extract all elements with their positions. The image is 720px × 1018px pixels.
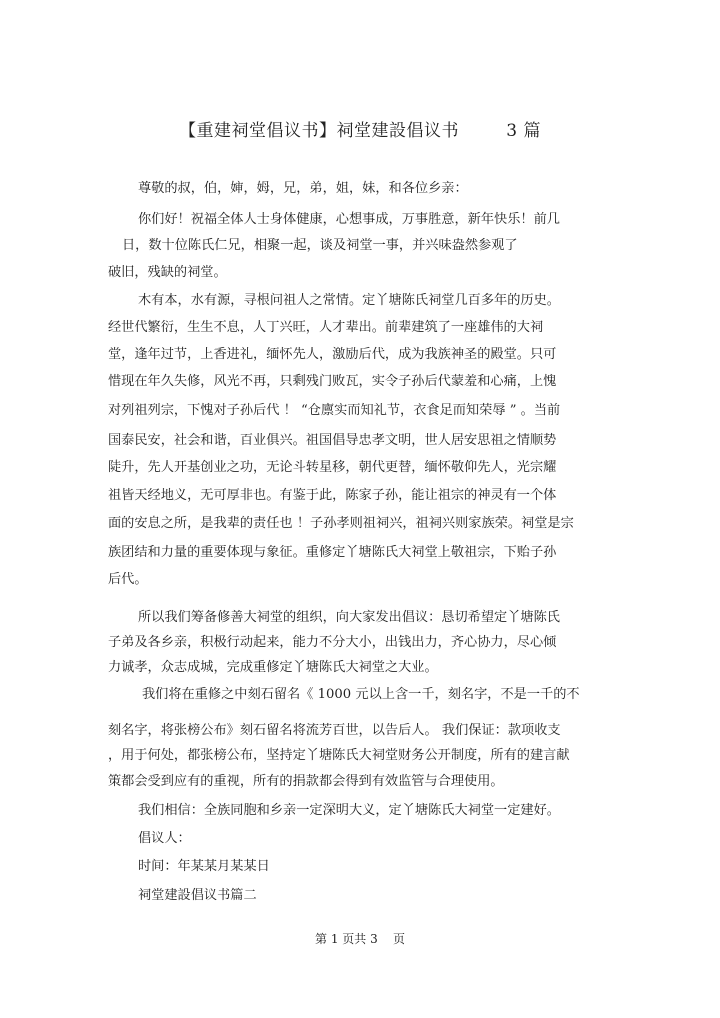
paragraph-2-line-11: 后代。	[108, 572, 148, 587]
paragraph-5: 我们相信：全族同胞和乡亲一定深明大义，定丫塘陈氏大祠堂一定建好。	[138, 803, 560, 818]
paragraph-2-line-7: 陡升，先人开基创业之功，无论斗转星移，朝代更替，缅怀敬仰先人，光宗耀	[108, 460, 557, 475]
document-title: 【重建祠堂倡议书】祠堂建設倡议书 3 篇	[179, 121, 541, 141]
salutation: 尊敬的叔，伯，婶，姆，兄，弟，姐，妹，和各位乡亲：	[138, 181, 468, 196]
paragraph-2-line-4: 惜现在年久失修，风光不再，只剩残门败瓦，实令子孙后代蒙羞和心痛，上愧	[108, 374, 557, 389]
initiator-label: 倡议人：	[138, 831, 191, 846]
paragraph-3-line-1: 所以我们筹备修善大祠堂的组织，向大家发出倡议：恳切希望定丫塘陈氏	[138, 610, 560, 625]
paragraph-2-line-9: 面的安息之所，是我辈的责任也 ！子孙孝则祖祠兴，祖祠兴则家族荣。祠堂是宗	[108, 516, 574, 531]
paragraph-3-line-2: 子弟及各乡亲，积极行动起来，能力不分大小，出钱出力，齐心协力，尽心倾	[108, 635, 557, 650]
paragraph-2-line-3: 堂，逢年过节，上香进礼，缅怀先人，激励后代，成为我族神圣的殿堂。只可	[108, 347, 557, 362]
paragraph-1-line-3: 破旧，残缺的祠堂。	[108, 265, 227, 280]
paragraph-4-line-3: ，用于何处，都张榜公布，坚持定丫塘陈氏大祠堂财务公开制度，所有的建言献	[108, 748, 570, 763]
paragraph-4-line-4: 策都会受到应有的重视，所有的捐款都会得到有效监管与合理使用。	[108, 774, 504, 789]
paragraph-2-line-6: 国泰民安，社会和谐，百业俱兴。祖国倡导忠孝文明，世人居安思祖之情顺势	[108, 433, 557, 448]
paragraph-2-line-10: 族团结和力量的重要体现与象征。重修定丫塘陈氏大祠堂上敬祖宗，下贻子孙	[108, 545, 557, 560]
paragraph-1-line-2: 日，数十位陈氏仁兄，相聚一起，谈及祠堂一事，并兴味盎然参观了	[122, 238, 518, 253]
paragraph-2-line-5: 对列祖列宗，下愧对子孙后代 ！ “仓廪实而知礼节，衣食足而知荣辱 ” 。当前	[108, 403, 561, 418]
next-section-title: 祠堂建設倡议书篇二	[138, 888, 257, 903]
paragraph-2-line-2: 经世代繁衍，生生不息，人丁兴旺，人才辈出。前辈建筑了一座雄伟的大祠	[108, 320, 544, 335]
page-footer: 第 1 页共 3 页	[315, 932, 405, 946]
paragraph-4-line-2: 刻名字，将张榜公布》刻石留名将流芳百世，以告后人。 我们保证：款项收支	[108, 723, 561, 738]
time-label: 时间：年某某月某某日	[138, 859, 270, 874]
paragraph-2-line-8: 祖皆天经地义，无可厚非也。有鉴于此，陈家子孙，能让祖宗的神灵有一个体	[108, 488, 557, 503]
paragraph-4-line-1: 我们将在重修之中刻石留名《 1000 元以上含一千，刻名字，不是一千的不	[142, 687, 580, 702]
paragraph-2-line-1: 木有本，水有源，寻根问祖人之常情。定丫塘陈氏祠堂几百多年的历史。	[138, 293, 560, 308]
paragraph-3-line-3: 力诚孝，众志成城，完成重修定丫塘陈氏大祠堂之大业。	[108, 660, 438, 675]
paragraph-1-line-1: 你们好！祝福全体人士身体健康，心想事成，万事胜意，新年快乐！前几	[138, 212, 560, 227]
